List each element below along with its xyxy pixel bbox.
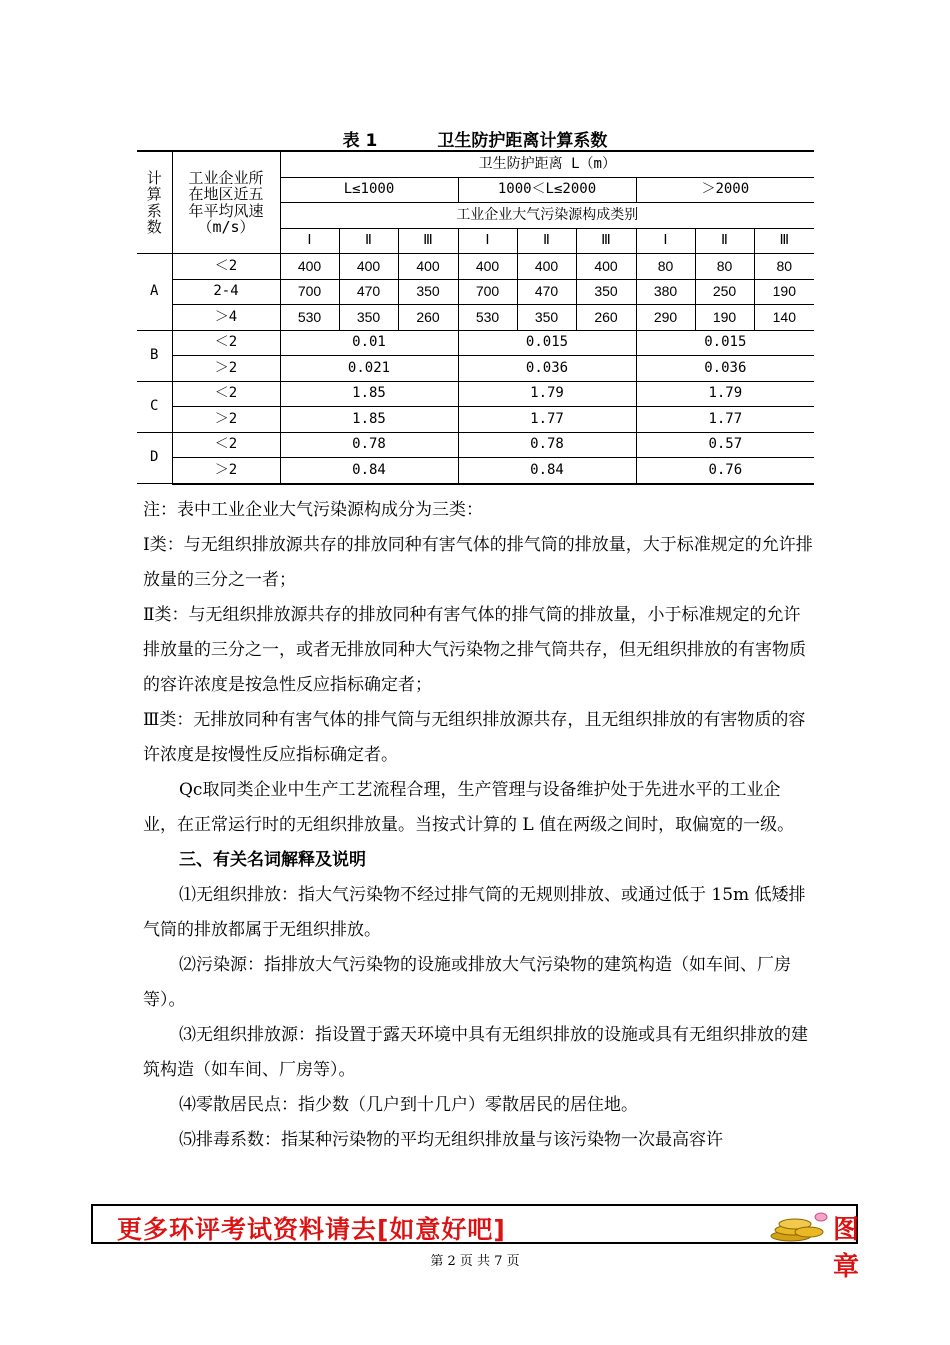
- table-cell: 700: [280, 279, 339, 305]
- class-cell: Ⅲ: [398, 228, 458, 254]
- table-cell: 400: [517, 254, 576, 280]
- definition-item: ⑷零散居民点：指少数（几户到十几户）零散居民的居住地。: [179, 1095, 638, 1115]
- table-number: 表 1: [342, 131, 378, 151]
- table-cell: 0.015: [458, 330, 636, 356]
- row-group-label: D: [137, 432, 172, 484]
- table-cell: 470: [517, 279, 576, 305]
- definition-item: ⑴无组织排放：指大气污染物不经过排气筒的无规则排放、或通过低于 15m 低矮排气筒的排放都属于无组织排放。: [143, 885, 806, 940]
- wind-speed-header: 工业企业所 在地区近五 年平均风速 （m/s）: [172, 151, 280, 254]
- note-qc: Qc取同类企业中生产工艺流程合理，生产管理与设备维护处于先进水平的工业企业，在正常运行时的无组织排放量。当按式计算的 L 值在两级之间时，取偏宽的一级。: [143, 780, 795, 835]
- row-group-label: A: [137, 254, 172, 331]
- wind-cell: ＞2: [172, 356, 280, 382]
- table-cell: 260: [398, 305, 458, 331]
- section-heading: 三、有关名词解释及说明: [179, 850, 366, 870]
- page-footer: 第 2 页 共 7 页: [430, 1254, 520, 1269]
- table-cell: 190: [695, 305, 754, 331]
- table-cell: 400: [458, 254, 517, 280]
- table-cell: 400: [339, 254, 398, 280]
- note-class-2: Ⅱ类：与无组织排放源共存的排放同种有害气体的排气筒的排放量，小于标准规定的允许排放量的三分之一，或者无排放同种大气污染物之排气筒共存，但无组织排放的有害物质的容许浓度是按急性反应指标确定者；: [143, 605, 806, 695]
- table-cell: 0.84: [458, 458, 636, 484]
- definition-item: ⑸排毒系数：指某种污染物的平均无组织排放量与该污染物一次最高容许: [179, 1130, 723, 1150]
- table-cell: 140: [754, 305, 814, 331]
- table-cell: 1.85: [280, 381, 458, 407]
- table-cell: 700: [458, 279, 517, 305]
- table-title-text: 卫生防护距离计算系数: [437, 131, 608, 151]
- range-header: 1000＜L≤2000: [458, 177, 636, 203]
- table-cell: 290: [636, 305, 695, 331]
- table-cell: 350: [517, 305, 576, 331]
- definition-item: ⑶无组织排放源：指设置于露天环境中具有无组织排放的设施或具有无组织排放的建筑构造（如车间、厂房等）。: [143, 1025, 808, 1080]
- class-header: 工业企业大气污染源构成类别: [280, 203, 814, 229]
- table-cell: 400: [576, 254, 636, 280]
- wind-cell: ＜2: [172, 381, 280, 407]
- table-cell: 1.85: [280, 407, 458, 433]
- class-cell: Ⅱ: [339, 228, 398, 254]
- table-cell: 0.84: [280, 458, 458, 484]
- table-cell: 1.79: [458, 381, 636, 407]
- table-cell: 400: [398, 254, 458, 280]
- table-cell: 190: [754, 279, 814, 305]
- coefficient-table: [137, 150, 814, 485]
- table-cell: 380: [636, 279, 695, 305]
- table-cell: 530: [280, 305, 339, 331]
- table-cell: 0.036: [636, 356, 814, 382]
- wind-cell: ＜2: [172, 254, 280, 280]
- class-cell: Ⅲ: [754, 228, 814, 254]
- coef-header: 计 算 系 数: [137, 151, 172, 254]
- table-cell: 80: [695, 254, 754, 280]
- table-cell: 1.79: [636, 381, 814, 407]
- wind-cell: 2-4: [172, 279, 280, 305]
- table-cell: 80: [636, 254, 695, 280]
- row-group-label: B: [137, 330, 172, 381]
- table-cell: 0.76: [636, 458, 814, 484]
- coins-icon: [769, 1210, 829, 1246]
- table-cell: 1.77: [458, 407, 636, 433]
- class-cell: Ⅰ: [458, 228, 517, 254]
- class-cell: Ⅱ: [517, 228, 576, 254]
- table-cell: 0.015: [636, 330, 814, 356]
- wind-cell: ＜2: [172, 330, 280, 356]
- class-cell: Ⅰ: [280, 228, 339, 254]
- brand-logo: 图章: [833, 1215, 860, 1282]
- class-cell: Ⅲ: [576, 228, 636, 254]
- note-class-3: Ⅲ类：无排放同种有害气体的排气筒与无组织排放源共存，且无组织排放的有害物质的容许浓度是按慢性反应指标确定者。: [143, 710, 806, 765]
- banner-text: 更多环评考试资料请去[如意好吧]: [117, 1215, 506, 1244]
- table-cell: 0.57: [636, 432, 814, 458]
- table-cell: 350: [576, 279, 636, 305]
- table-cell: 400: [280, 254, 339, 280]
- table-cell: 1.77: [636, 407, 814, 433]
- table-cell: 350: [339, 305, 398, 331]
- table-cell: 80: [754, 254, 814, 280]
- note-class-1: Ⅰ类：与无组织排放源共存的排放同种有害气体的排气筒的排放量，大于标准规定的允许排放量的三分之一者；: [143, 535, 813, 590]
- table-cell: 0.036: [458, 356, 636, 382]
- table-cell: 0.78: [458, 432, 636, 458]
- table-cell: 470: [339, 279, 398, 305]
- note-intro: 注：表中工业企业大气污染源构成分为三类：: [143, 500, 483, 520]
- class-cell: Ⅱ: [695, 228, 754, 254]
- row-group-label: C: [137, 381, 172, 432]
- notes-section: [143, 493, 813, 1158]
- table-cell: 0.78: [280, 432, 458, 458]
- definition-item: ⑵污染源：指排放大气污染物的设施或排放大气污染物的建筑构造（如车间、厂房等）。: [143, 955, 791, 1010]
- table-cell: 260: [576, 305, 636, 331]
- distance-header: 卫生防护距离 L（m）: [280, 151, 814, 177]
- class-cell: Ⅰ: [636, 228, 695, 254]
- wind-cell: ＞2: [172, 458, 280, 484]
- wind-cell: ＞2: [172, 407, 280, 433]
- wind-cell: ＜2: [172, 432, 280, 458]
- table-cell: 350: [398, 279, 458, 305]
- wind-cell: ＞4: [172, 305, 280, 331]
- range-header: L≤1000: [280, 177, 458, 203]
- table-cell: 250: [695, 279, 754, 305]
- table-cell: 530: [458, 305, 517, 331]
- table-title: [136, 126, 814, 151]
- table-cell: 0.021: [280, 356, 458, 382]
- range-header: ＞2000: [636, 177, 814, 203]
- table-cell: 0.01: [280, 330, 458, 356]
